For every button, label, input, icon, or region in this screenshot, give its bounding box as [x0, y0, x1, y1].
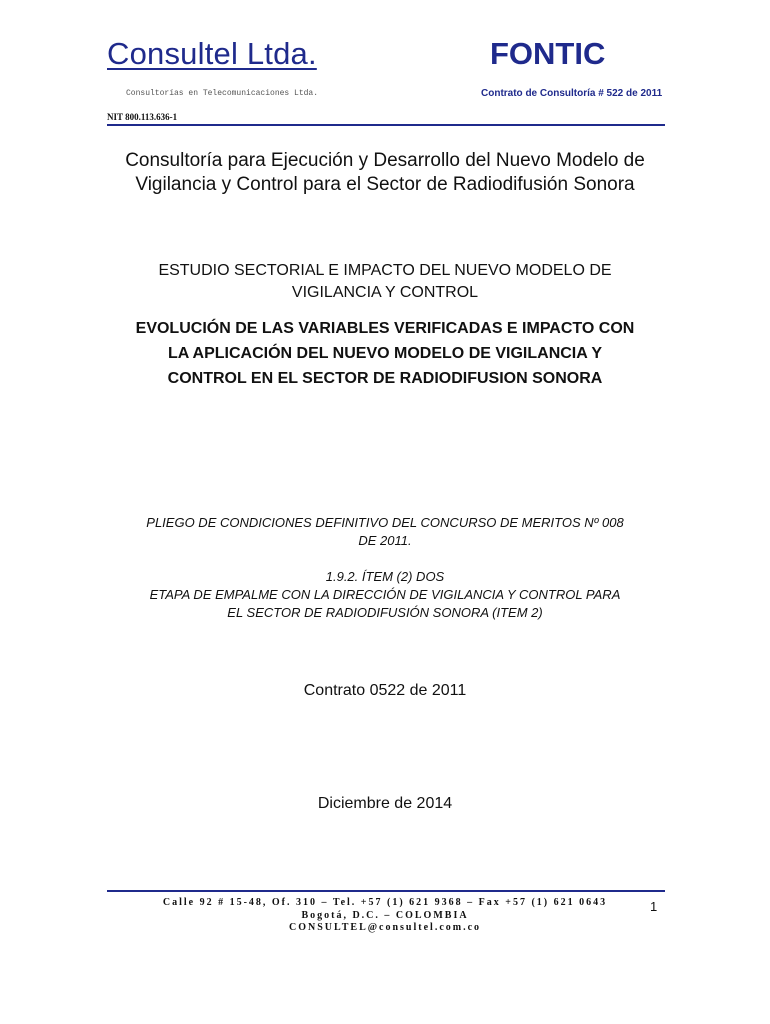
subtitle-line: VIGILANCIA Y CONTROL — [291, 284, 479, 301]
document-heading — [100, 316, 670, 391]
item-line: ETAPA DE EMPALME CON LA DIRECCIÓN DE VIGILANCIA Y CONTROL PARA — [149, 587, 621, 602]
item-reference — [100, 568, 670, 622]
document-subtitle — [100, 260, 670, 304]
heading-line: CONTROL EN EL SECTOR DE RADIODIFUSION SONORA — [167, 370, 603, 387]
heading-line: LA APLICACIÓN DEL NUEVO MODELO DE VIGILANCIA Y — [167, 345, 603, 362]
pliego-line: PLIEGO DE CONDICIONES DEFINITIVO DEL CONCURSO DE MERITOS Nº 008 — [146, 515, 624, 530]
title-line: Consultoría para Ejecución y Desarrollo del Nuevo Modelo de — [125, 150, 645, 171]
contract-reference: Contrato de Consultoría # 522 de 2011 — [481, 88, 663, 99]
heading-line: EVOLUCIÓN DE LAS VARIABLES VERIFICADAS E IMPACTO CON — [135, 320, 635, 337]
footer-address: Calle 92 # 15-48, Of. 310 – Tel. +57 (1) 621 9368 – Fax +57 (1) 621 0643 — [162, 897, 608, 908]
client-name: FONTIC — [490, 36, 606, 71]
item-line: 1.9.2. ÍTEM (2) DOS — [325, 569, 445, 584]
document-date: Diciembre de 2014 — [317, 795, 453, 812]
footer-email: CONSULTEL@consultel.com.co — [288, 922, 482, 933]
contract-number: Contrato 0522 de 2011 — [303, 682, 467, 699]
document-title — [100, 149, 670, 197]
company-logo-text: Consultel Ltda. — [107, 36, 317, 71]
nit-number: NIT 800.113.636-1 — [107, 112, 178, 122]
header-divider — [107, 124, 665, 126]
item-line: EL SECTOR DE RADIODIFUSIÓN SONORA (ITEM 2) — [227, 605, 543, 620]
company-subtitle: Consultorías en Telecomunicaciones Ltda. — [126, 89, 319, 98]
footer-divider — [107, 890, 665, 892]
page-number: 1 — [650, 899, 658, 914]
footer-city: Bogotá, D.C. – COLOMBIA — [301, 910, 469, 921]
subtitle-line: ESTUDIO SECTORIAL E IMPACTO DEL NUEVO MODELO DE — [158, 262, 612, 279]
pliego-line: DE 2011. — [358, 533, 412, 548]
pliego-reference — [100, 514, 670, 550]
title-line: Vigilancia y Control para el Sector de Radiodifusión Sonora — [135, 174, 635, 195]
